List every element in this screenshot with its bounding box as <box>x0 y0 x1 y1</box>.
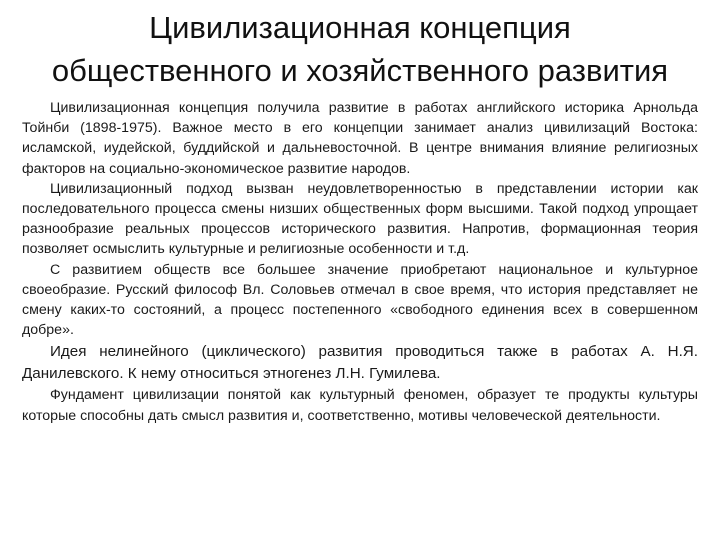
slide-body <box>22 98 698 426</box>
paragraph-civilization-foundation: Фундамент цивилизации понятой как культурный феномен, образует те продукты культуры которые способны дать смысл развития и, соответственно, мотивы человеческой деятельности. <box>22 387 698 424</box>
slide-title <box>22 6 698 92</box>
paragraph-civilizational-approach: Цивилизационный подход вызван неудовлетворенностью в представлении истории как последовательного процесса смены низших общественных форм высшими. Такой подход упрощает разнообразие реальных процессов исторического развития. Напротив, формационная теория позволяет осмыслить культурные и религиозные особенности и т.д. <box>22 180 698 258</box>
paragraph-cyclical-development: Идея нелинейного (циклического) развития проводиться также в работах А. Н.Я. Данилевского. К нему относиться этногенез Л.Н. Гумилева. <box>22 343 698 382</box>
title-line-2: общественного и хозяйственного развития <box>51 53 669 88</box>
paragraph-solovyov: С развитием обществ все большее значение приобретают национальное и культурное своеобразие. Русский философ Вл. Соловьев отмечал в свое время, что история представляет не смену каких-то состояний, а процесс постепенного «свободного единения всех в совершенном добре». <box>22 261 698 339</box>
title-line-1: Цивилизационная концепция <box>149 10 571 45</box>
paragraph-toynbee: Цивилизационная концепция получила развитие в работах английского историка Арнольда Тойнби (1898-1975). Важное место в его концепции занимает анализ цивилизаций Востока: исламской, иудейской, буддийской и дальневосточной. В центре внимания влияние религиозных факторов на социально-экономическое развитие народов. <box>22 100 698 177</box>
